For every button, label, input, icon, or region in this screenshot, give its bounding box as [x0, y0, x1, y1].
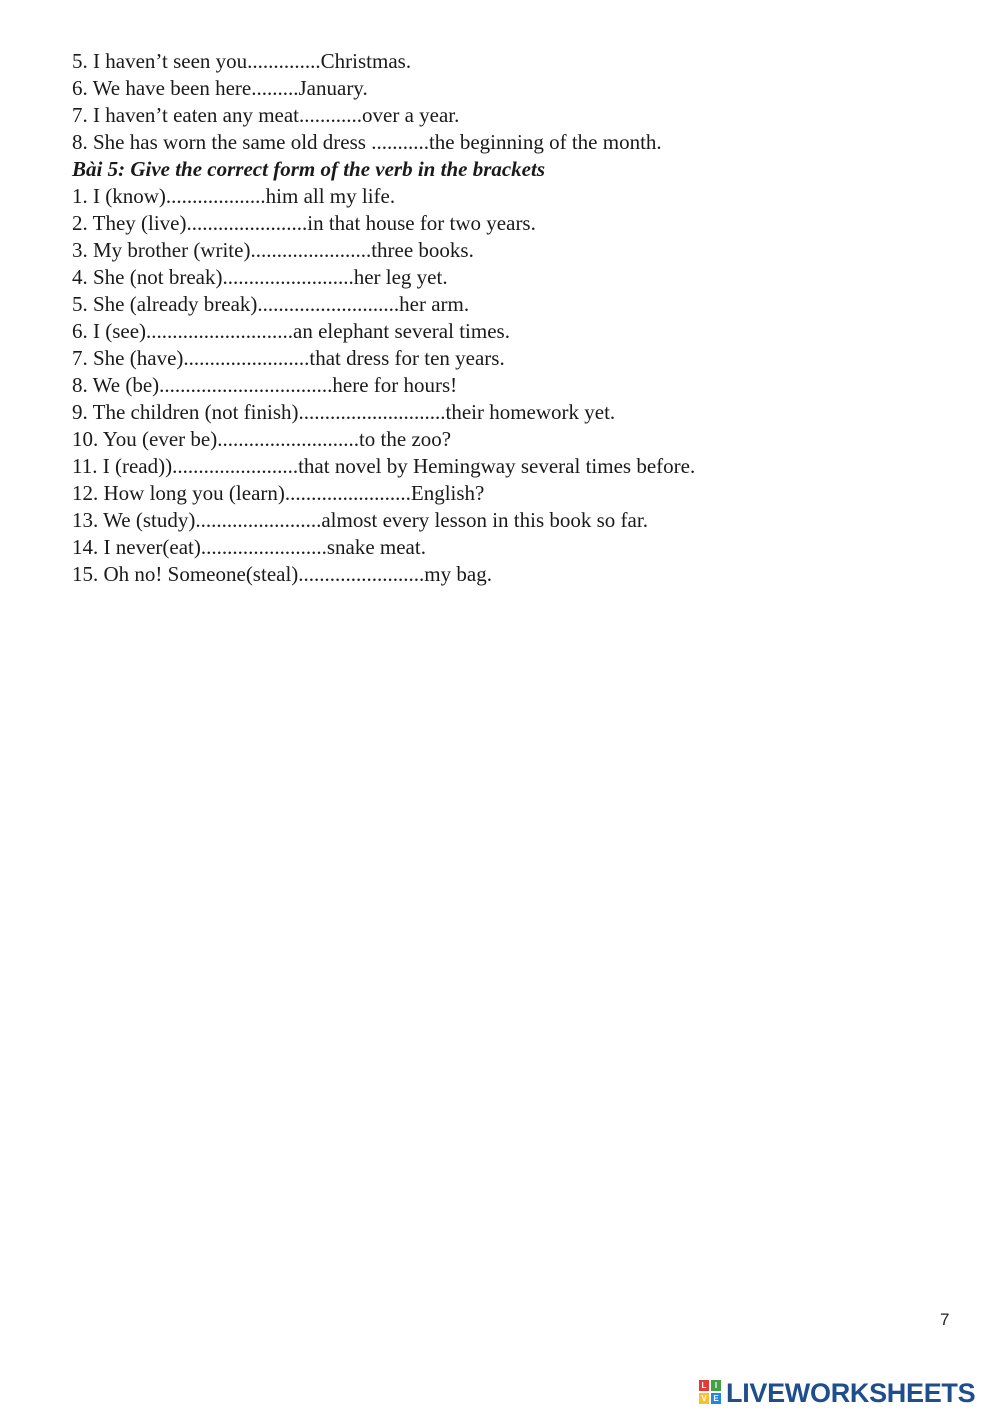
exercise5-line-12: 12. How long you (learn)........................English? — [72, 481, 485, 505]
exercise5-line-3: 3. My brother (write).......................three books. — [72, 238, 474, 262]
logo-cell-e: E — [711, 1393, 721, 1404]
page-number: 7 — [940, 1310, 950, 1329]
exercise5-line-11: 11. I (read))........................that novel by Hemingway several times before. — [72, 454, 696, 478]
logo-cell-i: I — [711, 1380, 721, 1391]
exercise5-line-8: 8. We (be).................................here for hours! — [72, 373, 458, 397]
exercise5-line-7: 7. She (have)........................that dress for ten years. — [72, 346, 505, 370]
exercise5-line-6: 6. I (see)............................an elephant several times. — [72, 319, 510, 343]
exercise5-line-4: 4. She (not break).........................her leg yet. — [72, 265, 448, 289]
exercise4-line-6: 6. We have been here.........January. — [72, 76, 368, 100]
liveworksheets-logo-icon — [699, 1380, 723, 1406]
liveworksheets-logo-text: LIVEWORKSHEETS — [726, 1378, 976, 1408]
logo-cell-l: L — [699, 1380, 709, 1391]
exercise5-line-10: 10. You (ever be)...........................to the zoo? — [72, 427, 452, 451]
exercise5-line-2: 2. They (live).......................in that house for two years. — [72, 211, 536, 235]
worksheet-content — [72, 48, 952, 588]
exercise4-line-5: 5. I haven’t seen you..............Christmas. — [72, 49, 412, 73]
exercise5-line-13: 13. We (study)........................almost every lesson in this book so far. — [72, 508, 648, 532]
exercise5-line-1: 1. I (know)...................him all my life. — [72, 184, 396, 208]
liveworksheets-logo[interactable] — [699, 1379, 975, 1407]
exercise5-line-9: 9. The children (not finish)............................their homework yet. — [72, 400, 616, 424]
exercise4-line-8: 8. She has worn the same old dress ...........the beginning of the month. — [72, 130, 662, 154]
exercise5-line-5: 5. She (already break)...........................her arm. — [72, 292, 470, 316]
exercise4-line-7: 7. I haven’t eaten any meat............over a year. — [72, 103, 460, 127]
exercise5-line-15: 15. Oh no! Someone(steal)........................my bag. — [72, 562, 492, 586]
logo-cell-v: V — [699, 1393, 709, 1404]
exercise5-line-14: 14. I never(eat)........................snake meat. — [72, 535, 426, 559]
exercise5-heading: Bài 5: Give the correct form of the verb in the brackets — [72, 157, 546, 181]
